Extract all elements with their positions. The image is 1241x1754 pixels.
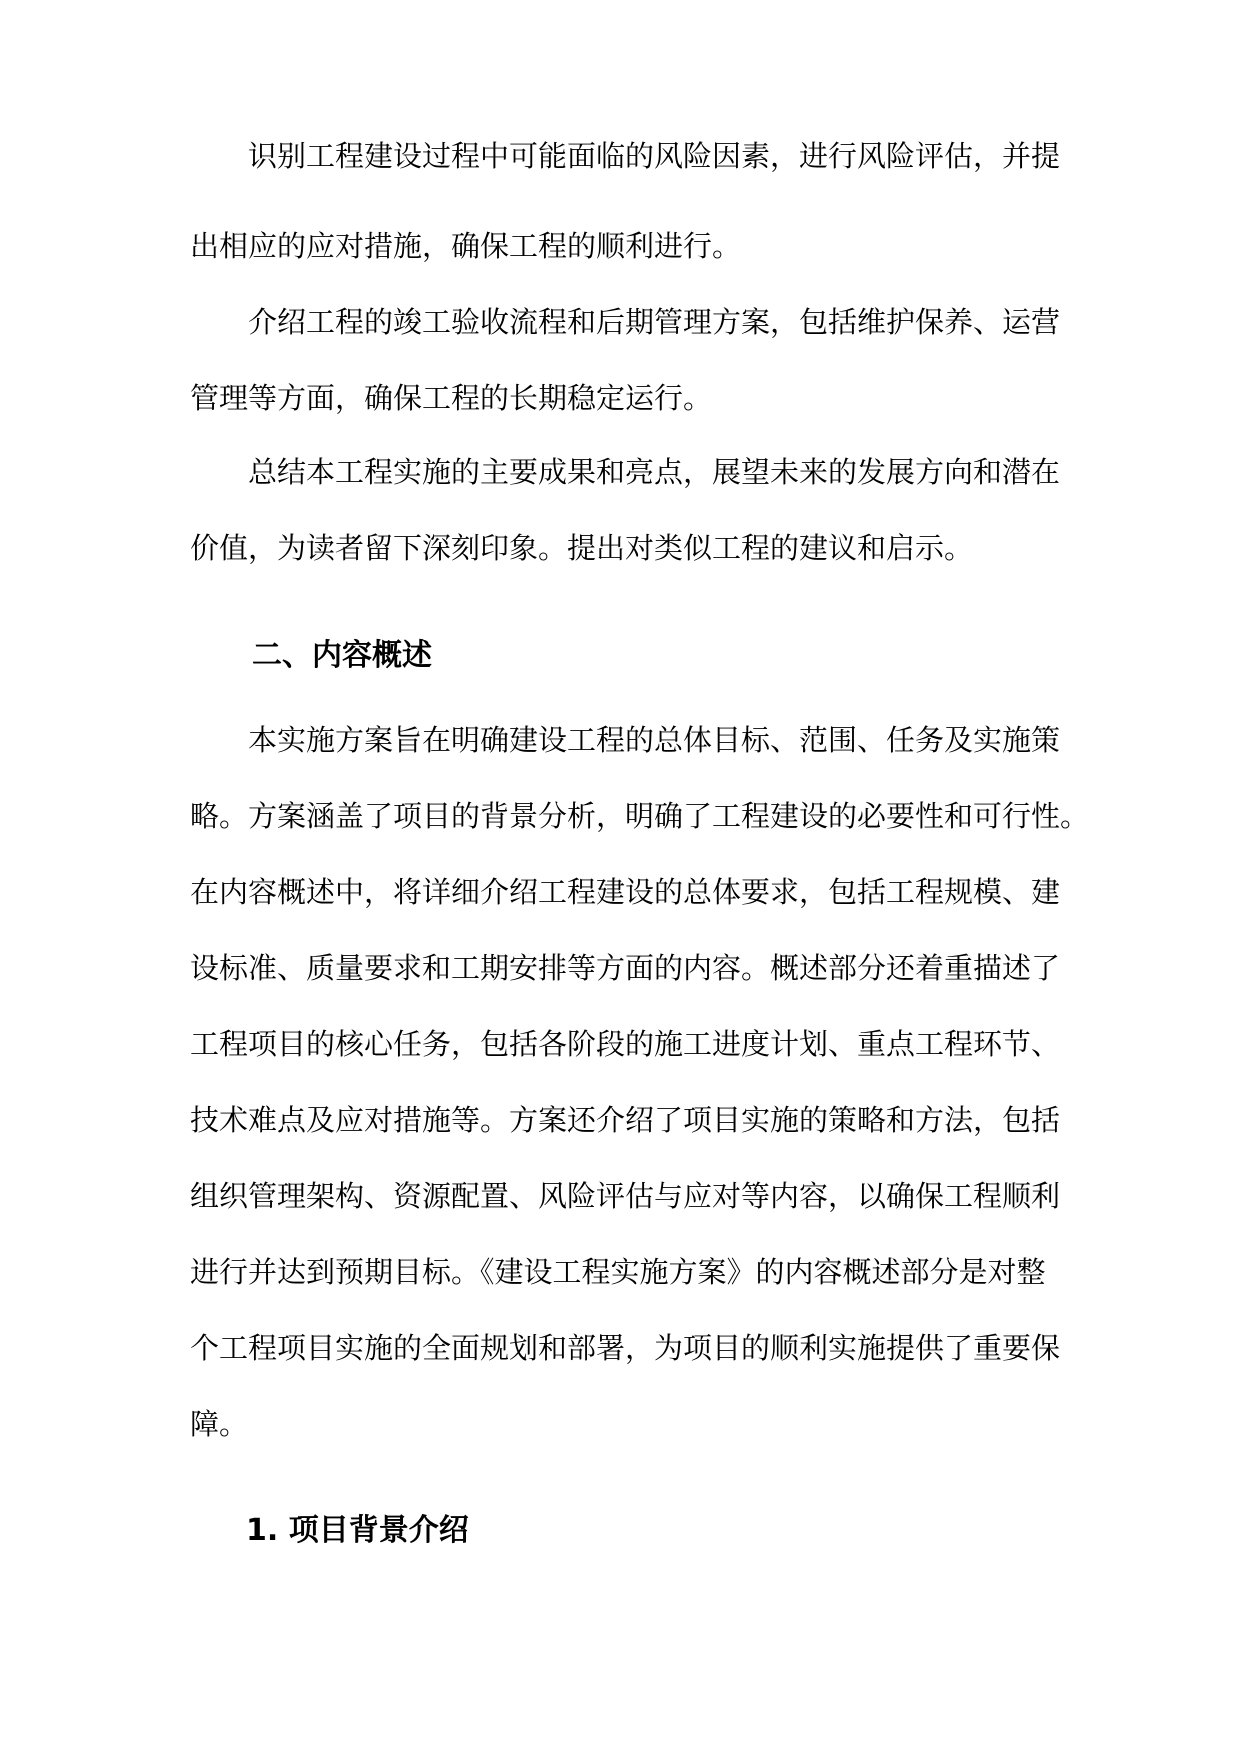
section-heading: 二、内容概述	[252, 638, 432, 673]
paragraph-line: 设标准、质量要求和工期安排等方面的内容。概述部分还着重描述了	[190, 951, 1061, 985]
paragraph-line: 工程项目的核心任务，包括各阶段的施工进度计划、重点工程环节、	[190, 1027, 1061, 1061]
paragraph-line: 价值，为读者留下深刻印象。提出对类似工程的建议和启示。	[190, 531, 974, 565]
paragraph-line: 技术难点及应对措施等。方案还介绍了项目实施的策略和方法，包括	[190, 1103, 1061, 1137]
paragraph-line: 介绍工程的竣工验收流程和后期管理方案，包括维护保养、运营	[248, 305, 1061, 339]
paragraph-line: 进行并达到预期目标。《建设工程实施方案》的内容概述部分是对整	[190, 1255, 1046, 1289]
paragraph-line: 识别工程建设过程中可能面临的风险因素，进行风险评估，并提	[248, 139, 1061, 173]
paragraph-line: 个工程项目实施的全面规划和部署，为项目的顺利实施提供了重要保	[190, 1331, 1061, 1365]
paragraph-line: 障。	[190, 1407, 249, 1441]
paragraph-line: 管理等方面，确保工程的长期稳定运行。	[190, 381, 713, 415]
paragraph-line: 在内容概述中，将详细介绍工程建设的总体要求，包括工程规模、建	[190, 875, 1061, 909]
paragraph-line: 出相应的应对措施，确保工程的顺利进行。	[190, 229, 742, 263]
paragraph-line: 组织管理架构、资源配置、风险评估与应对等内容，以确保工程顺利	[190, 1179, 1061, 1213]
paragraph-line: 略。方案涵盖了项目的背景分析，明确了工程建设的必要性和可行性。	[190, 799, 1090, 833]
paragraph-line: 总结本工程实施的主要成果和亮点，展望未来的发展方向和潜在	[248, 455, 1061, 489]
subsection-heading: 1. 项目背景介绍	[246, 1513, 469, 1548]
paragraph-line: 本实施方案旨在明确建设工程的总体目标、范围、任务及实施策	[248, 723, 1061, 757]
